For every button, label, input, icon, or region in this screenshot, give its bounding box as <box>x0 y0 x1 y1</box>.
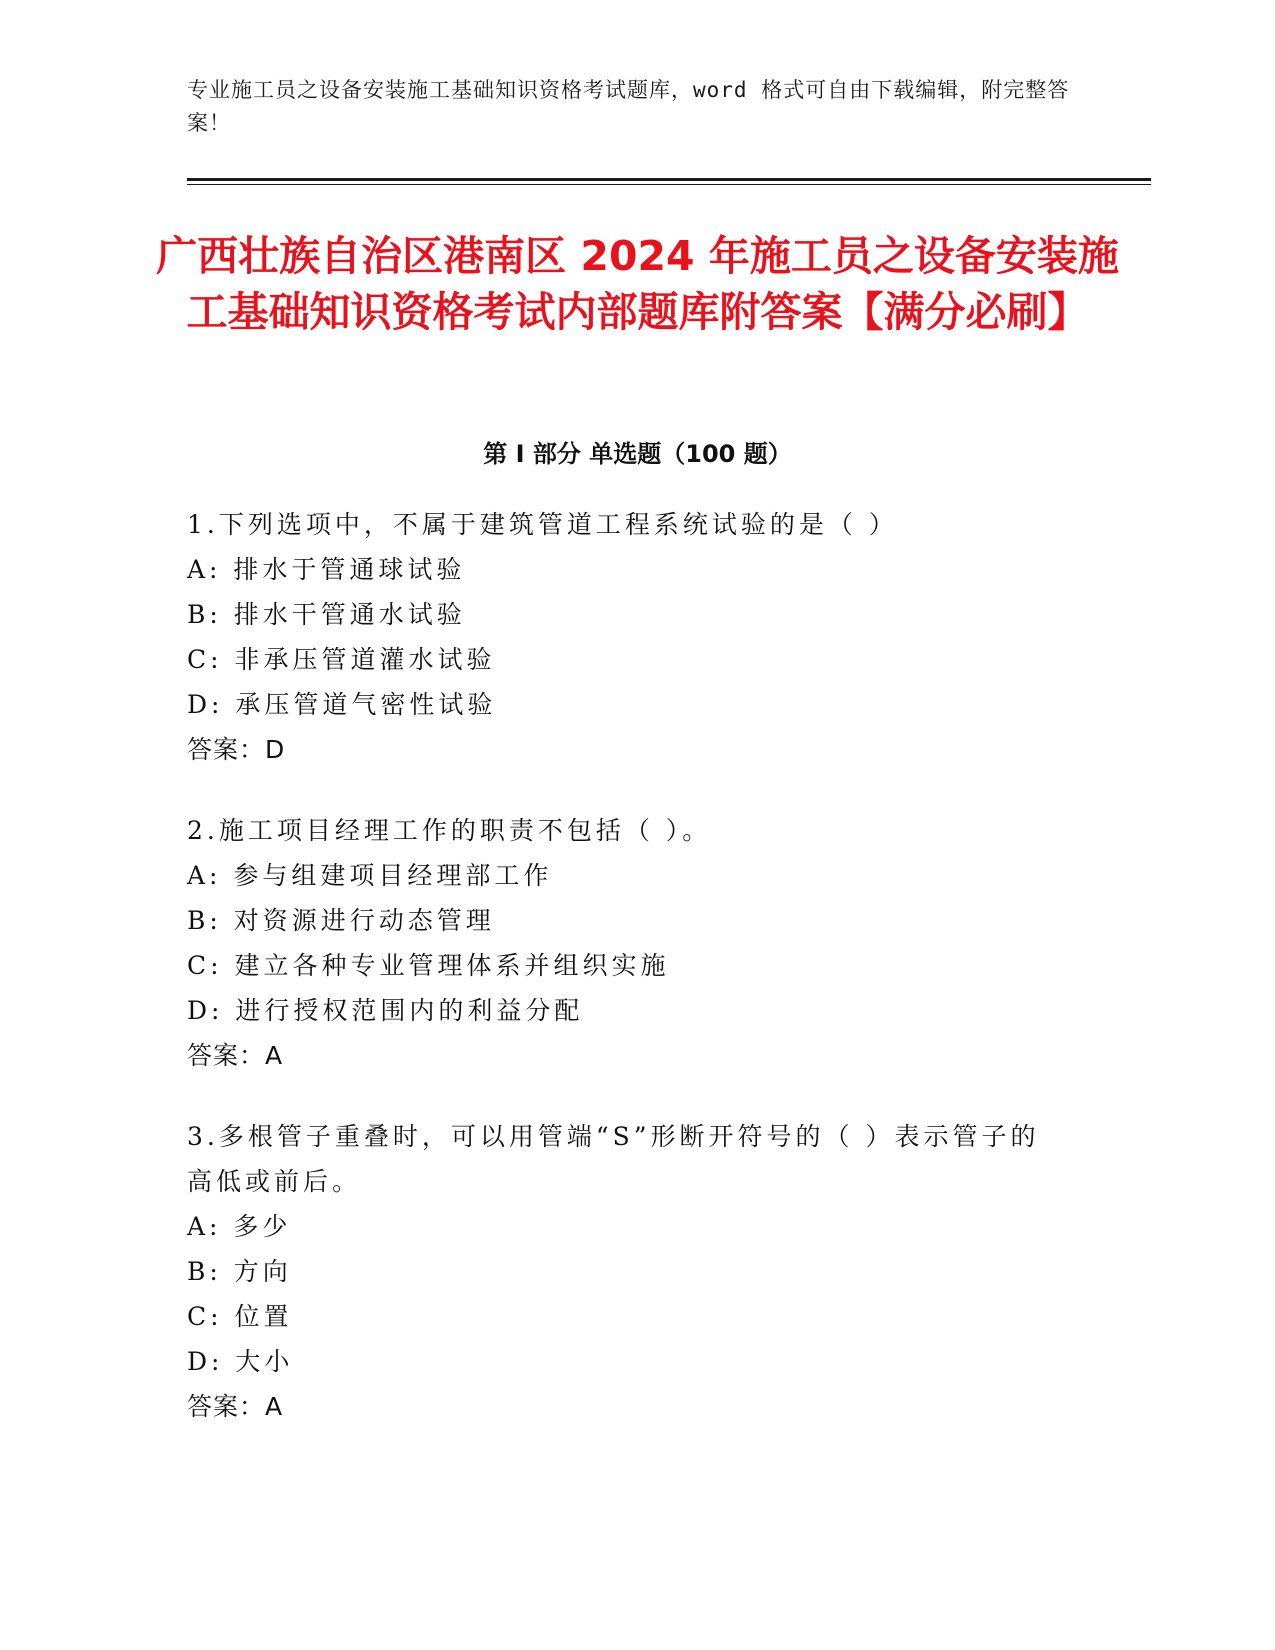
answer: 答案：A <box>187 1392 284 1421</box>
option-c: C: 位置 <box>187 1302 293 1331</box>
answer: 答案：D <box>187 735 286 764</box>
option-c: C: 建立各种专业管理体系并组织实施 <box>187 951 670 980</box>
question-stem: 3.多根管子重叠时，可以用管端“S”形断开符号的（ ）表示管子的高低或前后。 <box>187 1122 1040 1196</box>
option-d: D: 承压管道气密性试验 <box>187 690 497 719</box>
document-title: 广西壮族自治区港南区 2024 年施工员之设备安装施工基础知识资格考试内部题库附答案【满分必刷】 <box>156 232 1119 336</box>
option-b: B: 方向 <box>187 1257 292 1286</box>
option-b: B: 对资源进行动态管理 <box>187 906 495 935</box>
header-divider-thin <box>187 184 1151 185</box>
question-stem: 2.施工项目经理工作的职责不包括（ ）。 <box>187 816 712 845</box>
question-stem: 1.下列选项中，不属于建筑管道工程系统试验的是（ ） <box>187 510 898 539</box>
header-note: 专业施工员之设备安装施工基础知识资格考试题库，word 格式可自由下载编辑，附完整答案！ <box>187 78 1070 135</box>
option-b: B: 排水干管通水试验 <box>187 600 466 629</box>
question-2 <box>187 808 1067 1078</box>
header-divider-thick <box>187 178 1151 181</box>
option-d: D: 进行授权范围内的利益分配 <box>187 996 584 1025</box>
option-a: A: 排水于管通球试验 <box>187 555 466 584</box>
option-c: C: 非承压管道灌水试验 <box>187 645 496 674</box>
section-heading: 第 I 部分 单选题（100 题） <box>483 440 792 468</box>
answer: 答案：A <box>187 1041 284 1070</box>
question-3 <box>187 1114 1067 1429</box>
question-1 <box>187 502 1067 772</box>
option-a: A: 多少 <box>187 1212 292 1241</box>
option-a: A: 参与组建项目经理部工作 <box>187 861 553 890</box>
option-d: D: 大小 <box>187 1347 294 1376</box>
